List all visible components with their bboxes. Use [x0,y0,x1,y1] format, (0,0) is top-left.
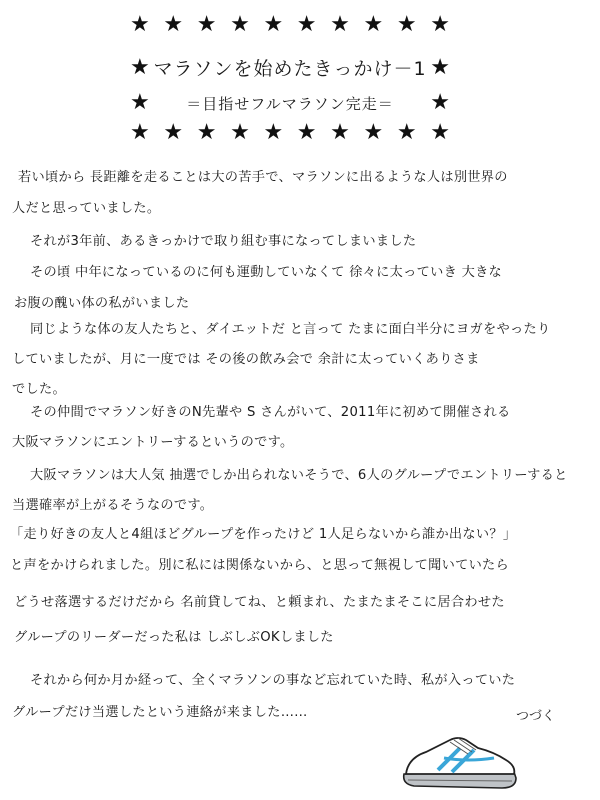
star-icon: ★ [363,12,384,37]
star-icon: ★ [396,12,417,37]
star-icon: ★ [263,120,284,145]
star-icon: ★ [330,12,350,37]
star-icon: ★ [130,54,150,80]
body-text-line: お腹の醜い体の私がいました [14,296,190,311]
star-icon: ★ [130,12,150,37]
star-icon: ★ [196,12,217,37]
star-icon: ★ [296,12,317,37]
star-icon: ★ [330,120,350,145]
body-text-line: どうせ落選するだけだから 名前貸してね、と頼まれ、たまたまそこに居合わせた [14,595,505,610]
star-icon: ★ [363,120,384,145]
page-title: マラソンを始めたきっかけ－1 [153,58,427,80]
body-text-line: していましたが、月に一度では その後の飲み会で 余計に太っていくありさま [12,352,480,367]
running-shoe-icon [398,718,520,796]
body-text-line: グループだけ当選したという連絡が来ました…… [12,705,308,720]
star-icon: ★ [230,12,250,37]
star-border-top [130,14,450,36]
body-text-line: それが3年前、あるきっかけで取り組む事になってしまいました [30,234,417,249]
body-text-line: 同じような体の友人たちと、ダイエットだ と言って たまに面白半分にヨガをやったり [30,322,551,337]
star-icon: ★ [130,90,150,115]
body-text-line: 若い頃から 長距離を走ることは大の苦手で、マラソンに出るような人は別世界の [18,170,508,185]
star-icon: ★ [230,120,250,145]
subtitle-row [130,92,450,114]
body-text-line: 人だと思っていました。 [12,201,161,216]
body-text-line: 大阪マラソンは大人気 抽選でしか出られないそうで、6人のグループでエントリーすると [30,468,568,483]
star-icon: ★ [163,12,184,37]
to-be-continued-label: つづく [516,709,556,724]
star-icon: ★ [130,120,150,145]
body-text-line: グループのリーダーだった私は しぶしぶOKしました [14,630,334,645]
body-text-line: 大阪マラソンにエントリーするというのです。 [12,435,294,450]
star-icon: ★ [430,12,450,37]
star-icon: ★ [430,54,450,80]
page-subtitle: ＝目指せフルマラソン完走＝ [186,94,394,113]
star-border-bottom [130,122,450,144]
body-text-line: それから何か月か経って、全くマラソンの事など忘れていた時、私が入っていた [30,673,516,688]
star-icon: ★ [196,120,217,145]
star-icon: ★ [263,12,284,37]
body-text-line: その頃 中年になっているのに何も運動していなくて 徐々に太っていき 大きな [30,265,503,280]
star-icon: ★ [296,120,317,145]
title-block [130,14,450,144]
star-icon: ★ [163,120,184,145]
title-row [130,54,450,81]
body-text-line: 当選確率が上がるそうなのです。 [12,498,214,513]
body-text-line: と声をかけられました。別に私には関係ないから、と思って無視して聞いていたら [10,558,510,573]
star-icon: ★ [430,90,450,115]
body-text-line: でした。 [12,382,66,397]
body-text-line: 「走り好きの友人と4組ほどグループを作ったけど 1人足らないから誰か出ない？」 [10,527,517,542]
star-icon: ★ [430,120,450,145]
star-icon: ★ [396,120,417,145]
body-text-line: その仲間でマラソン好きのN先輩や S さんがいて、2011年に初めて開催される [30,405,511,420]
